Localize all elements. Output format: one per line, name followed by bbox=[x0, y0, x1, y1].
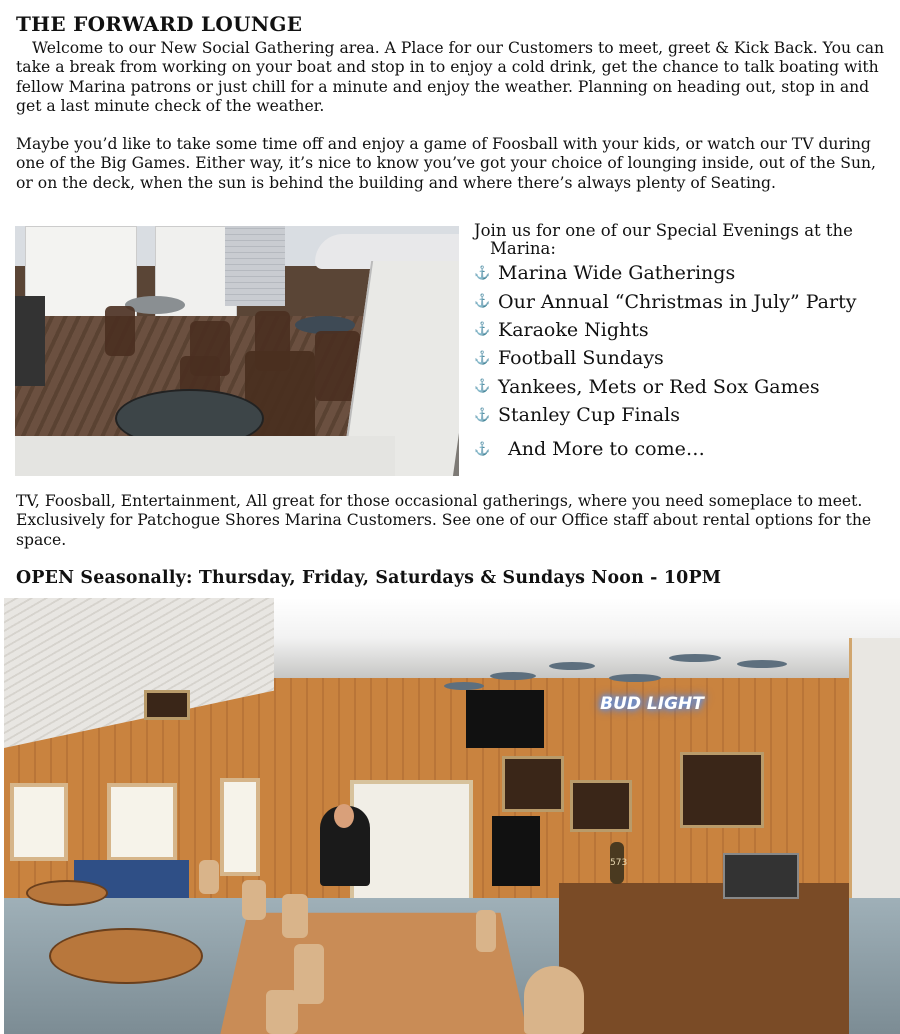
event-label: And More to come… bbox=[508, 438, 705, 461]
list-item bbox=[474, 287, 856, 315]
event-label: Karaoke Nights bbox=[498, 318, 649, 341]
lounge-photo bbox=[4, 598, 900, 1034]
event-label: Yankees, Mets or Red Sox Games bbox=[498, 375, 820, 398]
events-intro-line2: Marina: bbox=[490, 239, 556, 258]
event-label: Marina Wide Gatherings bbox=[498, 262, 736, 285]
bottle-label: 573 bbox=[610, 842, 624, 884]
events-intro bbox=[474, 222, 894, 258]
events-list bbox=[474, 259, 856, 469]
anchor-icon: ⚓ bbox=[474, 407, 491, 423]
anchor-icon: ⚓ bbox=[474, 379, 491, 395]
list-item bbox=[474, 373, 856, 401]
intro-paragraph: Welcome to our New Social Gathering area. A Place for our Customers to meet, greet & Kick Back. You can take a break from working on your boat and stop in to enjoy a cold drink, get the chance to talk boating with fellow Marina patrons or just chill for a minute and enjoy the weather. Planning on heading out, stop in and get a last minute check of the weather. bbox=[16, 39, 885, 115]
list-item bbox=[474, 259, 856, 287]
bud-light-sign: BUD LIGHT bbox=[600, 694, 704, 714]
page-title: THE FORWARD LOUNGE bbox=[16, 12, 303, 36]
events-intro-line1: Join us for one of our Special Evenings at the bbox=[474, 221, 853, 240]
event-label: Our Annual “Christmas in July” Party bbox=[498, 290, 857, 313]
anchor-icon: ⚓ bbox=[474, 441, 491, 457]
second-paragraph: Maybe you’d like to take some time off and enjoy a game of Foosball with your kids, or watch our TV during one of the Big Games. Either way, it’s nice to know you’ve got your choice of lounging inside, out of the Sun, or on the deck, when the sun is behind the building and where there’s always plenty of Seating. bbox=[16, 135, 877, 192]
event-label: Stanley Cup Finals bbox=[498, 404, 680, 427]
anchor-icon: ⚓ bbox=[474, 265, 491, 281]
anchor-icon: ⚓ bbox=[474, 294, 491, 310]
list-item bbox=[474, 344, 856, 372]
list-item bbox=[474, 401, 856, 429]
list-item-more bbox=[474, 429, 856, 469]
anchor-icon: ⚓ bbox=[474, 350, 491, 366]
list-item bbox=[474, 316, 856, 344]
anchor-icon: ⚓ bbox=[474, 322, 491, 338]
closing-paragraph: TV, Foosball, Entertainment, All great for those occasional gatherings, where you need someplace to meet. Exclusively for Patchogue Shores Marina Customers. See one of our Office staff about rental options for the space. bbox=[16, 492, 872, 549]
hours-heading: OPEN Seasonally: Thursday, Friday, Saturdays & Sundays Noon - 10PM bbox=[16, 568, 722, 588]
event-label: Football Sundays bbox=[498, 347, 664, 370]
deck-photo bbox=[15, 226, 459, 476]
